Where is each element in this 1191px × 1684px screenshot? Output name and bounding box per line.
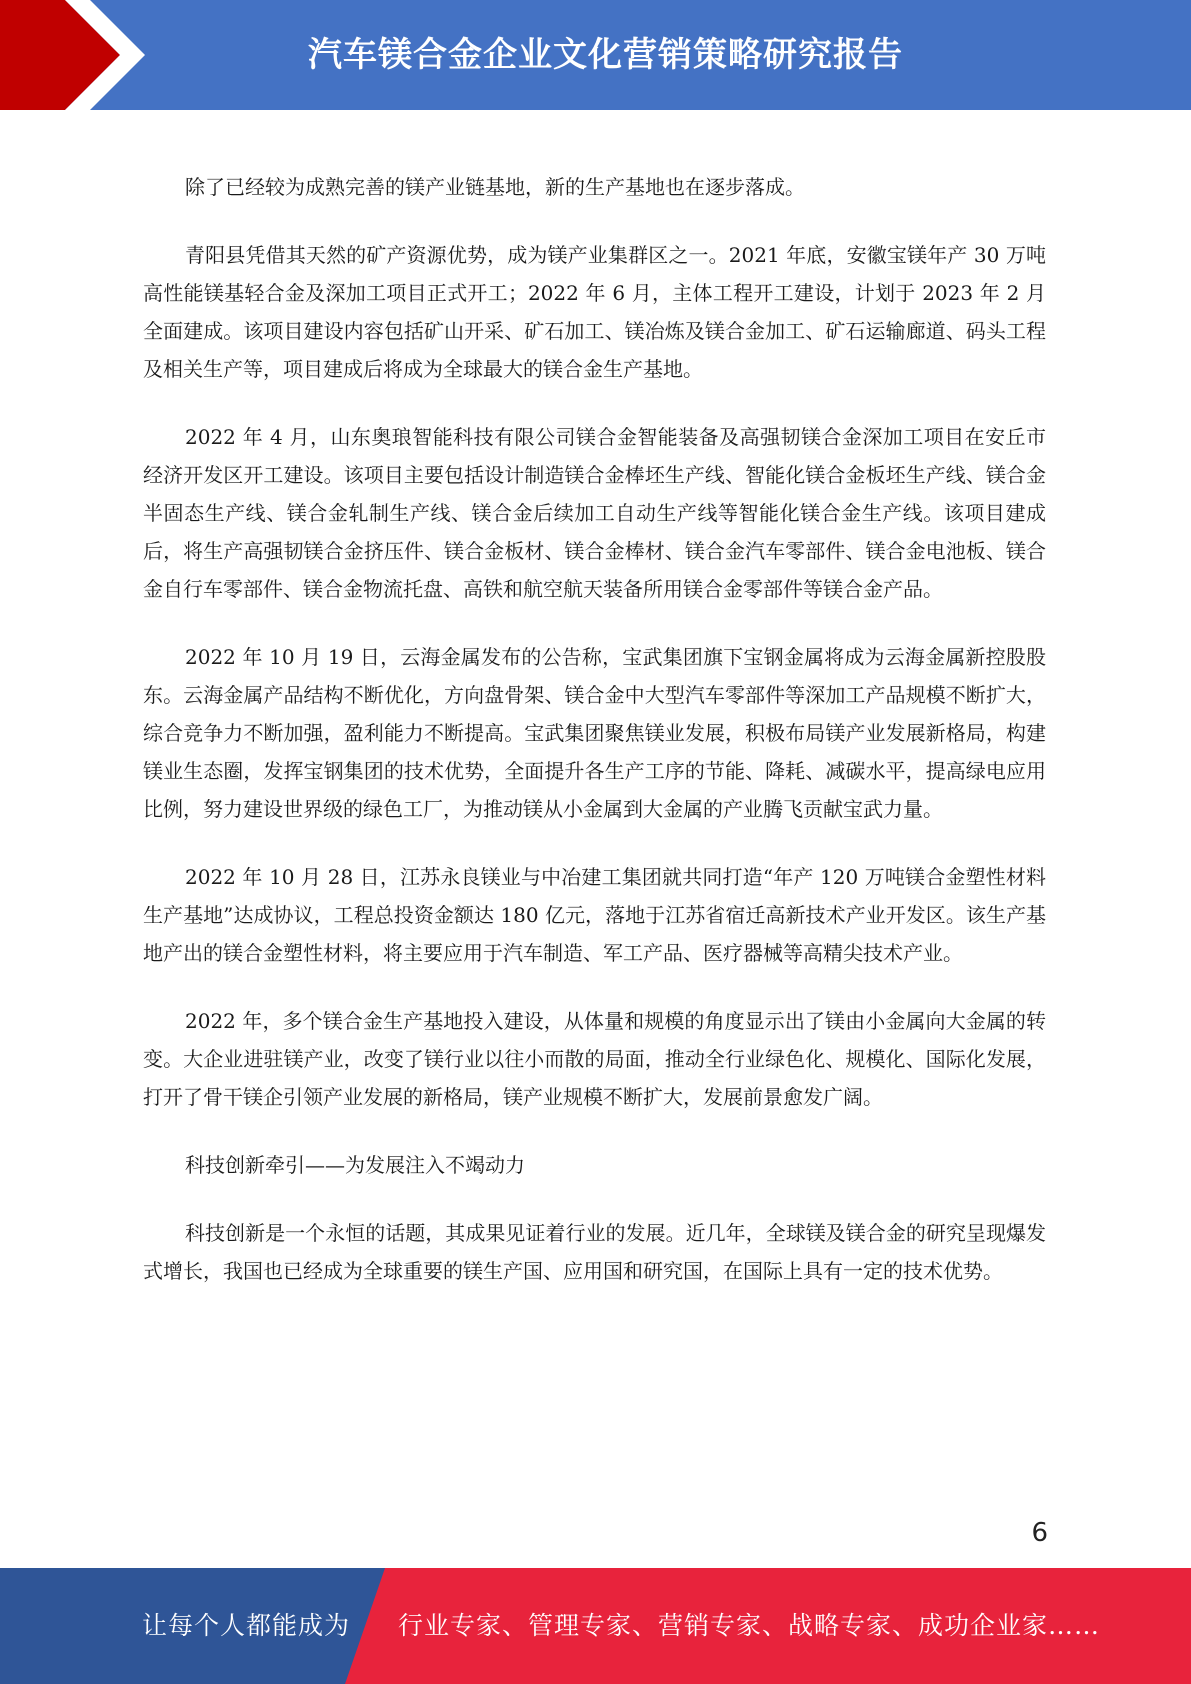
section-heading: 科技创新牵引——为发展注入不竭动力 <box>185 1153 525 1177</box>
paragraph: 科技创新是一个永恒的话题，其成果见证着行业的发展。近几年，全球镁及镁合金的研究呈现爆发式增长，我国也已经成为全球重要的镁生产国、应用国和研究国，在国际上具有一定的技术优势。 <box>143 1221 1046 1283</box>
footer-slogan-right: 行业专家、管理专家、营销专家、战略专家、成功企业家…… <box>398 1611 1101 1640</box>
footer-slogan-left: 让每个人都能成为 <box>142 1611 351 1640</box>
header-chevron-shape <box>0 0 160 110</box>
paragraph: 青阳县凭借其天然的矿产资源优势，成为镁产业集群区之一。2021 年底，安徽宝镁年产 30 万吨高性能镁基轻合金及深加工项目正式开工；2022 年 6 月，主体工程开工建设，计划于 2023 年 2 月全面建成。该项目建设内容包括矿山开采、矿石加工、镁冶炼及镁合金加工、矿石运输廊道、码头工程及相关生产等，项目建成后将成为全球最大的镁合金生产基地。 <box>143 243 1046 381</box>
paragraph: 2022 年，多个镁合金生产基地投入建设，从体量和规模的角度显示出了镁由小金属向大金属的转变。大企业进驻镁产业，改变了镁行业以往小而散的局面，推动全行业绿色化、规模化、国际化发展，打开了骨干镁企引领产业发展的新格局，镁产业规模不断扩大，发展前景愈发广阔。 <box>143 1009 1046 1109</box>
document-title: 汽车镁合金企业文化营销策略研究报告 <box>308 35 903 75</box>
paragraph: 除了已经较为成熟完善的镁产业链基地，新的生产基地也在逐步落成。 <box>185 175 805 199</box>
paragraph: 2022 年 10 月 19 日，云海金属发布的公告称，宝武集团旗下宝钢金属将成为云海金属新控股股东。云海金属产品结构不断优化，方向盘骨架、镁合金中大型汽车零部件等深加工产品规模不断扩大，综合竞争力不断加强，盈利能力不断提高。宝武集团聚焦镁业发展，积极布局镁产业发展新格局，构建镁业生态圈，发挥宝钢集团的技术优势，全面提升各生产工序的节能、降耗、减碳水平，提高绿电应用比例，努力建设世界级的绿色工厂，为推动镁从小金属到大金属的产业腾飞贡献宝武力量。 <box>143 645 1046 821</box>
document-body <box>143 168 1046 1320</box>
paragraph: 2022 年 4 月，山东奥琅智能科技有限公司镁合金智能装备及高强韧镁合金深加工项目在安丘市经济开发区开工建设。该项目主要包括设计制造镁合金棒坯生产线、智能化镁合金板坯生产线、镁合金半固态生产线、镁合金轧制生产线、镁合金后续加工自动生产线等智能化镁合金生产线。该项目建成后，将生产高强韧镁合金挤压件、镁合金板材、镁合金棒材、镁合金汽车零部件、镁合金电池板、镁合金自行车零部件、镁合金物流托盘、高铁和航空航天装备所用镁合金零部件等镁合金产品。 <box>143 425 1046 601</box>
footer-band <box>0 1568 1191 1684</box>
paragraph: 2022 年 10 月 28 日，江苏永良镁业与中冶建工集团就共同打造“年产 120 万吨镁合金塑性材料生产基地”达成协议，工程总投资金额达 180 亿元，落地于江苏省宿迁高新技术产业开发区。该生产基地产出的镁合金塑性材料，将主要应用于汽车制造、军工产品、医疗器械等高精尖技术产业。 <box>143 865 1046 965</box>
header-band <box>0 0 1191 110</box>
page-number: 6 <box>1031 1518 1048 1548</box>
